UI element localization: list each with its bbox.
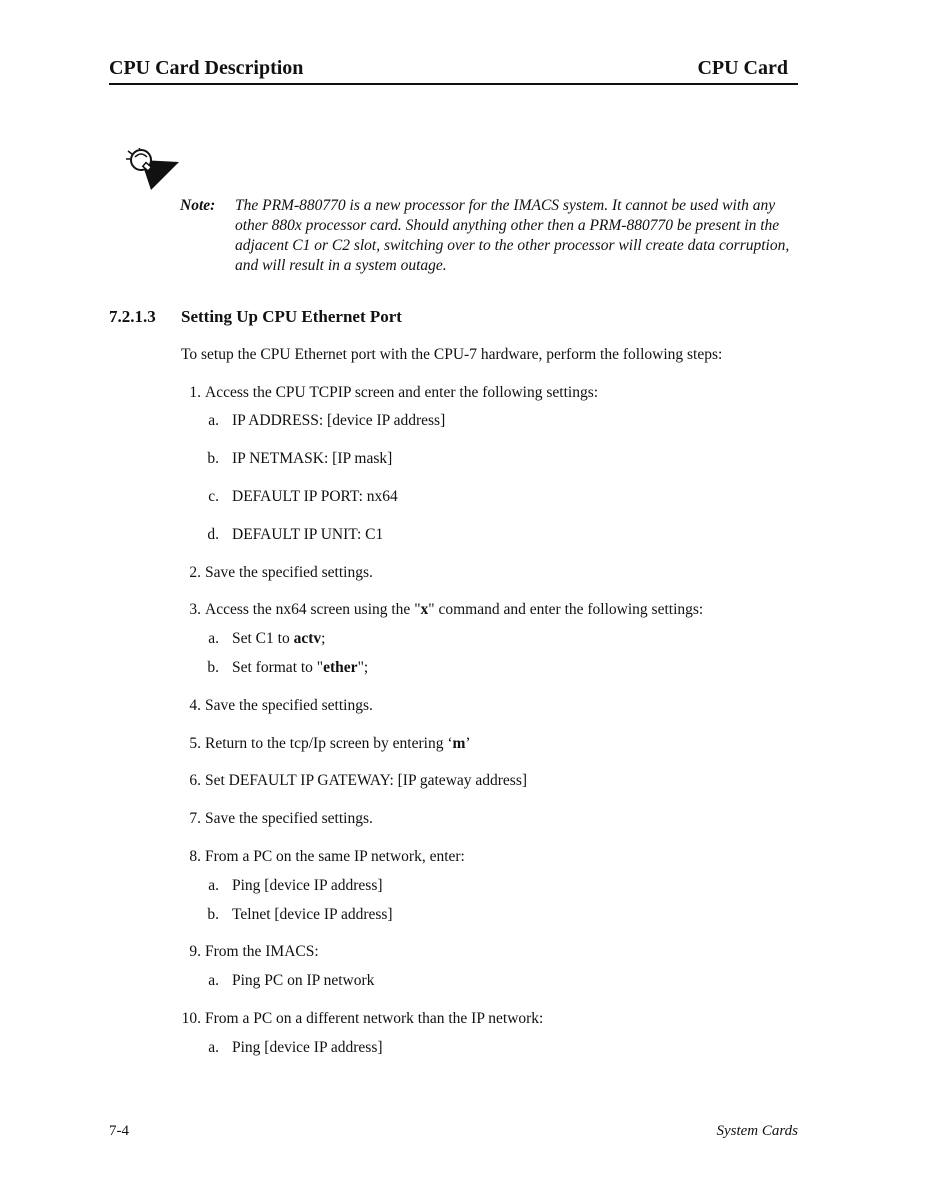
list-text: Telnet [device IP address] bbox=[232, 906, 393, 923]
list-number: 5. bbox=[189, 735, 201, 752]
lightbulb-icon bbox=[125, 148, 181, 192]
bold-value: ether bbox=[323, 659, 358, 676]
intro-paragraph: To setup the CPU Ethernet port with the CPU-7 hardware, perform the following steps: bbox=[181, 346, 723, 363]
list-number: 10. bbox=[181, 1010, 201, 1027]
text-run: " command and enter the following settings: bbox=[428, 601, 704, 618]
list-number: 8. bbox=[189, 848, 201, 865]
list-number: 1. bbox=[189, 384, 201, 401]
section-number: 7.2.1.3 bbox=[109, 307, 156, 326]
list-text: From a PC on the same IP network, enter: bbox=[205, 848, 465, 865]
header-rule bbox=[109, 83, 798, 85]
list-text: DEFAULT IP PORT: nx64 bbox=[232, 488, 398, 505]
list-number: c. bbox=[208, 488, 219, 505]
text-run: Set C1 to bbox=[232, 630, 294, 647]
list-text: Save the specified settings. bbox=[205, 697, 373, 714]
list-number: 2. bbox=[189, 564, 201, 581]
section-title: Setting Up CPU Ethernet Port bbox=[181, 307, 402, 326]
list-text: IP NETMASK: [IP mask] bbox=[232, 450, 393, 467]
list-text: From the IMACS: bbox=[205, 943, 319, 960]
list-text: Set DEFAULT IP GATEWAY: [IP gateway address] bbox=[205, 772, 528, 789]
list-text: Ping PC on IP network bbox=[232, 972, 375, 989]
list-number: b. bbox=[207, 659, 219, 676]
list-number: a. bbox=[208, 972, 219, 989]
list-text bbox=[232, 629, 325, 649]
list-text: Ping [device IP address] bbox=[232, 1039, 383, 1056]
list-text: Save the specified settings. bbox=[205, 810, 373, 827]
list-number: d. bbox=[207, 526, 219, 543]
text-run: ’ bbox=[465, 735, 471, 752]
page-number: 7-4 bbox=[109, 1123, 129, 1139]
list-number: 3. bbox=[189, 601, 201, 618]
list-number: b. bbox=[207, 450, 219, 467]
note-label: Note: bbox=[180, 197, 216, 214]
text-run: Set format to " bbox=[232, 659, 324, 676]
list-number: a. bbox=[208, 877, 219, 894]
list-number: b. bbox=[207, 906, 219, 923]
list-text bbox=[205, 734, 471, 754]
bold-command: x bbox=[420, 601, 429, 618]
bold-command: m bbox=[452, 735, 466, 752]
list-text bbox=[232, 658, 368, 678]
header-chapter-title: CPU Card Description bbox=[109, 57, 304, 79]
list-number: a. bbox=[208, 1039, 219, 1056]
list-number: 4. bbox=[189, 697, 201, 714]
note-text: The PRM-880770 is a new processor for the IMACS system. It cannot be used with any other 880x processor card. Should anything other then a PRM-880770 be present in the adjacent C1 or C2 slot, switching over to the other processor will create data corruption, and will result in a system outage. bbox=[235, 197, 790, 274]
list-text: DEFAULT IP UNIT: C1 bbox=[232, 526, 384, 543]
list-text: Save the specified settings. bbox=[205, 564, 373, 581]
text-run: "; bbox=[357, 659, 369, 676]
list-number: 6. bbox=[189, 772, 201, 789]
text-run: ; bbox=[321, 630, 326, 647]
list-text: From a PC on a different network than the IP network: bbox=[205, 1010, 544, 1027]
footer-section-name: System Cards bbox=[716, 1123, 798, 1139]
list-text: IP ADDRESS: [device IP address] bbox=[232, 412, 446, 429]
list-number: 7. bbox=[189, 810, 201, 827]
list-text: Access the CPU TCPIP screen and enter the following settings: bbox=[205, 384, 599, 401]
list-number: a. bbox=[208, 630, 219, 647]
list-text bbox=[205, 600, 703, 620]
list-text: Ping [device IP address] bbox=[232, 877, 383, 894]
list-number: 9. bbox=[189, 943, 201, 960]
text-run: Access the nx64 screen using the " bbox=[205, 601, 421, 618]
bold-value: actv bbox=[293, 630, 322, 647]
header-section-title: CPU Card bbox=[697, 57, 788, 79]
text-run: Return to the tcp/Ip screen by entering ‘ bbox=[205, 735, 453, 752]
list-number: a. bbox=[208, 412, 219, 429]
